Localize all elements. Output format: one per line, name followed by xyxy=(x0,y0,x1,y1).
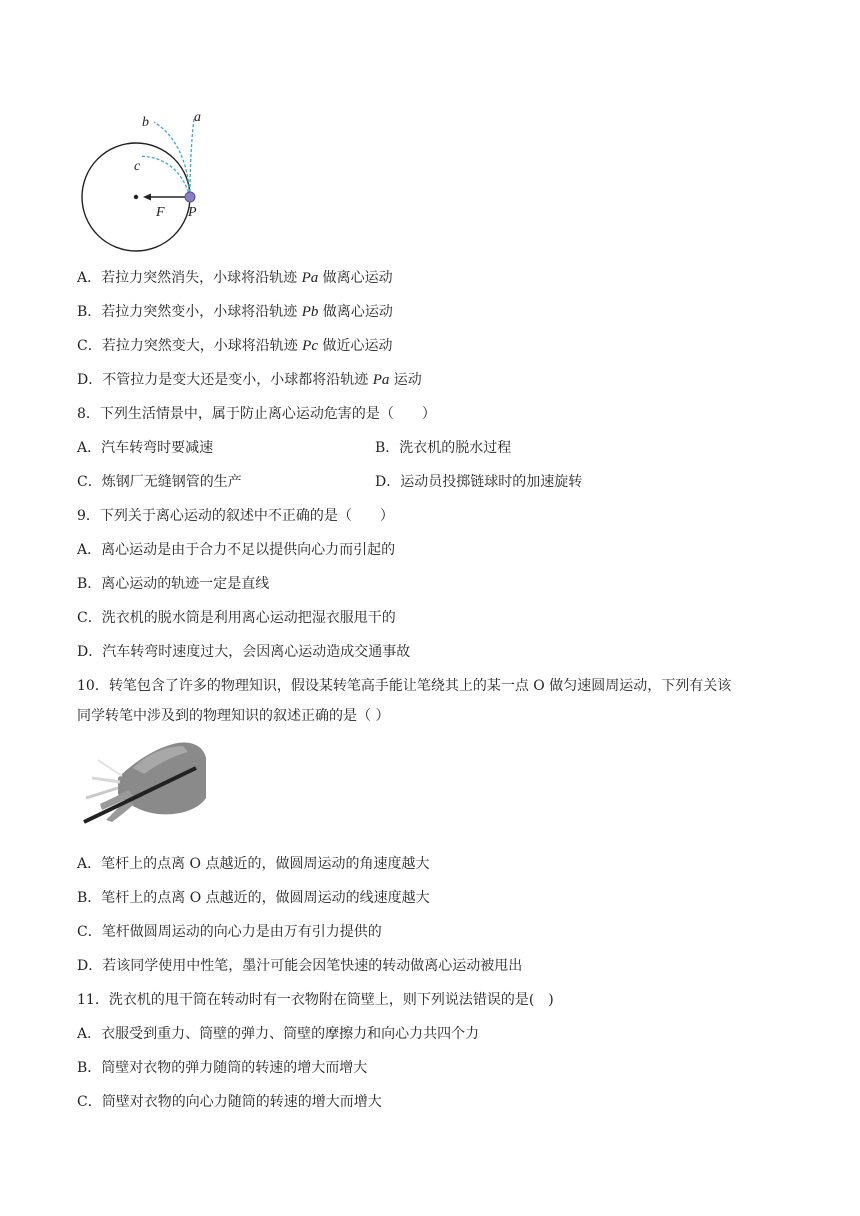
q10-stem-line1: 10．转笔包含了许多的物理知识，假设某转笔高手能让笔绕其上的某一点 O 做匀速圆周运动，下列有关该 xyxy=(77,678,732,694)
q7-option-c: C．若拉力突然变大，小球将沿轨迹 Pc 做近心运动 xyxy=(77,338,393,354)
q9-stem: 9．下列关于离心运动的叙述中不正确的是（ ） xyxy=(77,508,394,524)
q10-stem-line2: 同学转笔中涉及到的物理知识的叙述正确的是（ ） xyxy=(77,708,390,724)
q10-option-a: A．笔杆上的点离 O 点越近的，做圆周运动的角速度越大 xyxy=(77,856,430,872)
force-arrowhead xyxy=(143,194,151,201)
q9-option-a: A．离心运动是由于合力不足以提供向心力而引起的 xyxy=(77,542,396,558)
trajectory-pa xyxy=(190,118,194,197)
q11-option-a: A．衣服受到重力、筒壁的弹力、筒壁的摩擦力和向心力共四个力 xyxy=(77,1026,480,1042)
q10-option-c: C．笔杆做圆周运动的向心力是由万有引力提供的 xyxy=(77,924,382,940)
pen-spinning-photo xyxy=(78,738,208,824)
q9-option-d: D．汽车转弯时速度过大，会因离心运动造成交通事故 xyxy=(77,644,411,660)
q7-option-b: B．若拉力突然变小，小球将沿轨迹 Pb 做离心运动 xyxy=(77,304,393,320)
label-p: P xyxy=(188,205,197,220)
q8-option-a: A．汽车转弯时要减速 xyxy=(77,440,214,456)
label-f: F xyxy=(156,205,165,220)
q7-option-a: A．若拉力突然消失，小球将沿轨迹 Pa 做离心运动 xyxy=(77,270,393,286)
label-c: c xyxy=(134,159,141,174)
q9-option-c: C．洗衣机的脱水筒是利用离心运动把湿衣服甩干的 xyxy=(77,610,396,626)
q10-option-b: B．笔杆上的点离 O 点越近的，做圆周运动的线速度越大 xyxy=(77,890,430,906)
q11-option-b: B．筒壁对衣物的弹力随筒的转速的增大而增大 xyxy=(77,1060,368,1076)
center-dot xyxy=(134,195,138,199)
q11-stem: 11．洗衣机的甩干筒在转动时有一衣物附在筒壁上，则下列说法错误的是( ) xyxy=(77,992,554,1008)
circular-motion-figure xyxy=(70,100,230,260)
label-a: a xyxy=(194,110,201,125)
q8-option-d: D．运动员投掷链球时的加速旋转 xyxy=(375,474,583,490)
label-b: b xyxy=(142,115,149,130)
q7-option-d: D．不管拉力是变大还是变小，小球都将沿轨迹 Pa 运动 xyxy=(77,372,422,388)
q8-option-c: C．炼钢厂无缝钢管的生产 xyxy=(77,474,242,490)
q8-stem: 8．下列生活情景中，属于防止离心运动危害的是（ ） xyxy=(77,406,436,422)
q8-option-b: B．洗衣机的脱水过程 xyxy=(375,440,512,456)
q9-option-b: B．离心运动的轨迹一定是直线 xyxy=(77,576,270,592)
ball-p xyxy=(185,192,195,202)
trajectory-pc xyxy=(140,156,190,197)
q10-option-d: D．若该同学使用中性笔，墨汁可能会因笔快速的转动做离心运动被甩出 xyxy=(77,958,523,974)
q11-option-c: C．筒壁对衣物的向心力随筒的转速的增大而增大 xyxy=(77,1094,382,1110)
